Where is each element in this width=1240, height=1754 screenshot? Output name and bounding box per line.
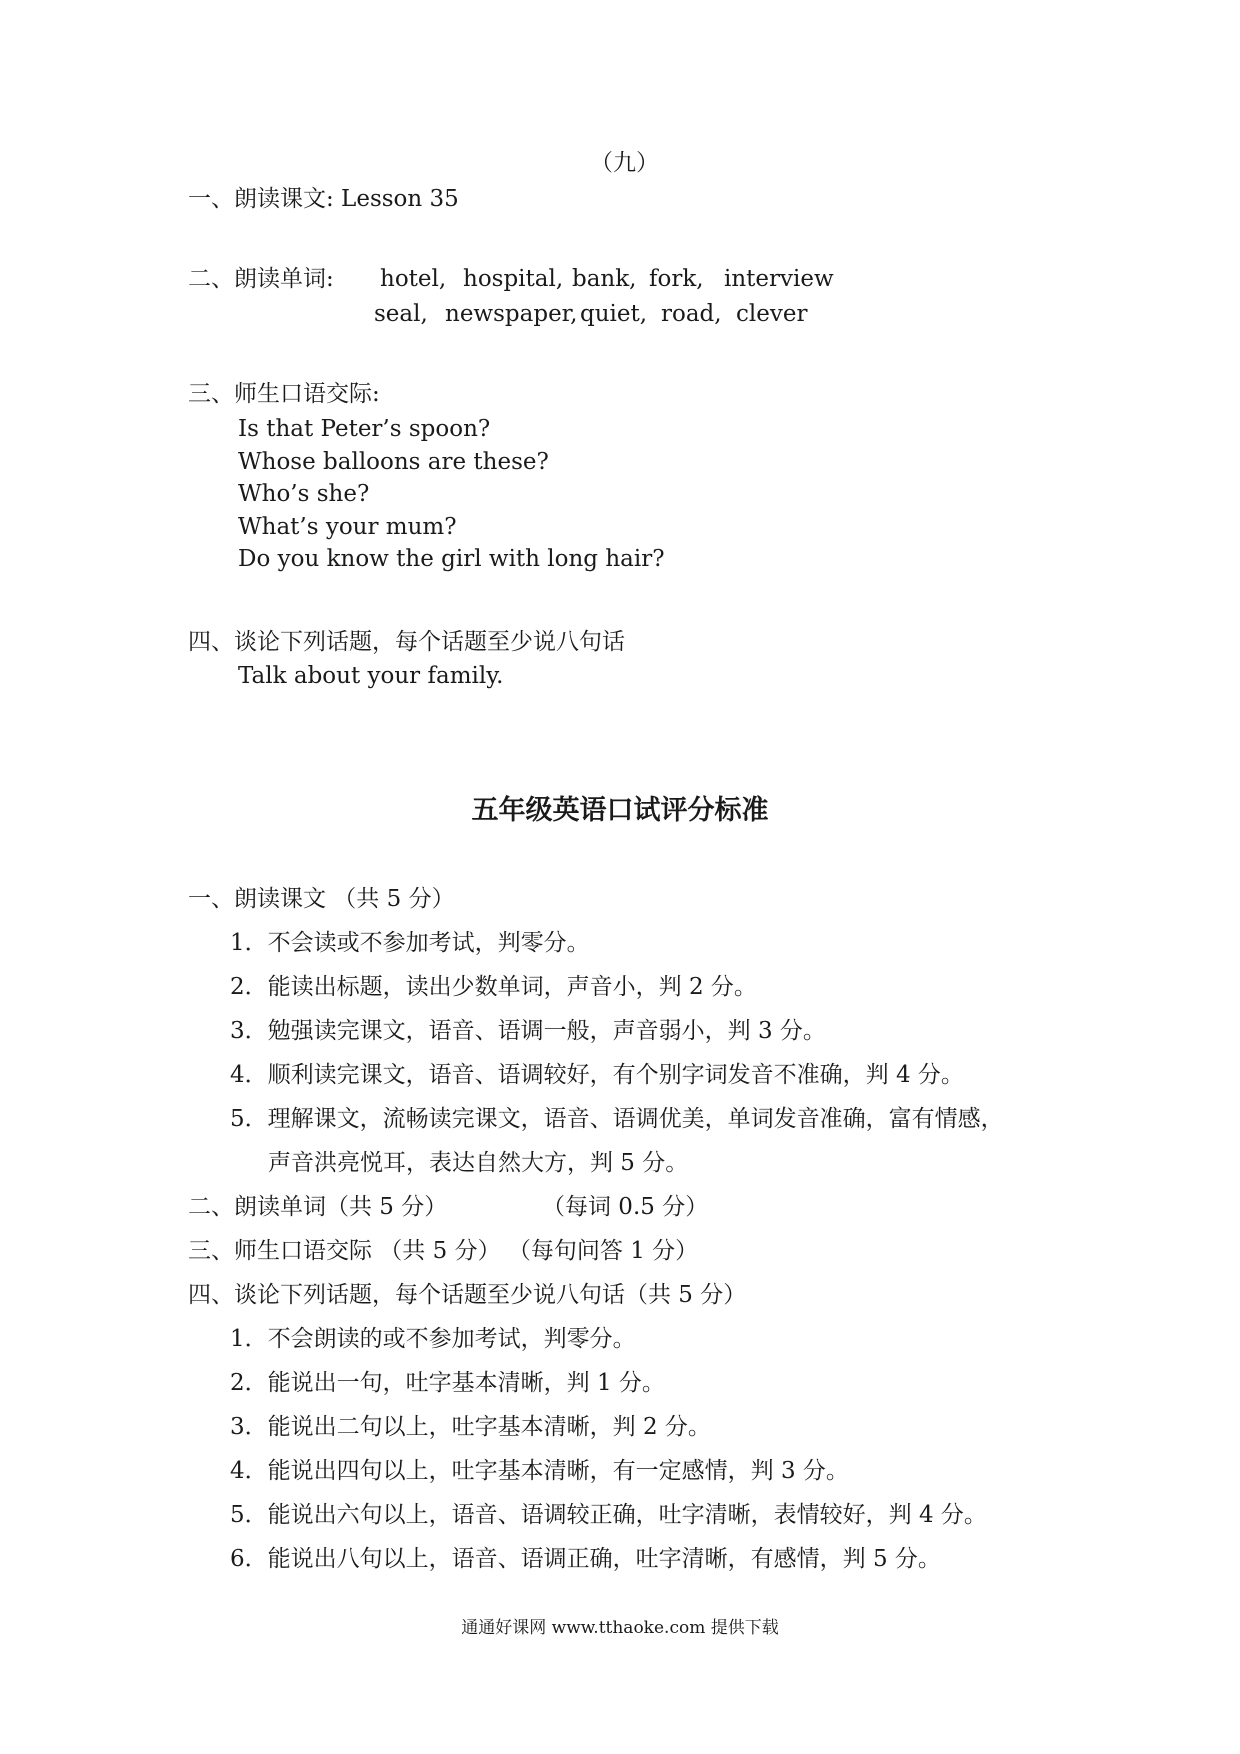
- criteria-item: 3．能说出二句以上，吐字基本清晰，判 2 分。: [230, 1414, 711, 1440]
- section-dialogue-label: 三、师生口语交际:: [188, 381, 380, 407]
- criteria-item: 1．不会朗读的或不参加考试，判零分。: [230, 1326, 636, 1352]
- word-item: clever: [736, 301, 808, 327]
- criteria-item: 3．勉强读完课文，语音、语调一般，声音弱小，判 3 分。: [230, 1018, 826, 1044]
- criteria-item: 5．理解课文，流畅读完课文，语音、语调优美，单词发音准确，富有情感，: [230, 1106, 1004, 1132]
- criteria-part1-heading: 一、朗读课文 （共 5 分）: [188, 886, 455, 912]
- word-item: quiet,: [580, 301, 648, 327]
- word-item: newspaper,: [445, 301, 578, 327]
- word-item: hotel,: [380, 266, 447, 292]
- section-read-lesson: 一、朗读课文: Lesson 35: [188, 186, 459, 212]
- dialogue-line: Who’s she?: [238, 481, 370, 507]
- criteria-part3-heading: 三、师生口语交际 （共 5 分） （每句问答 1 分）: [188, 1238, 699, 1264]
- word-item: bank,: [572, 266, 637, 292]
- dialogue-line: What’s your mum?: [238, 514, 457, 540]
- word-list-row-1: [0, 268, 1240, 294]
- section-read-words-label: 二、朗读单词:: [188, 266, 334, 292]
- dialogue-line: Is that Peter’s spoon?: [238, 416, 491, 442]
- footer-credit: 通通好课网 www.tthaoke.com 提供下载: [461, 1618, 779, 1638]
- word-item: hospital,: [463, 266, 564, 292]
- criteria-part2-note: （每词 0.5 分）: [542, 1194, 709, 1220]
- criteria-title: 五年级英语口试评分标准: [471, 795, 769, 826]
- word-item: interview: [724, 266, 834, 292]
- word-item: road,: [661, 301, 722, 327]
- criteria-item: 2．能说出一句，吐字基本清晰，判 1 分。: [230, 1370, 665, 1396]
- dialogue-line: Whose balloons are these?: [238, 449, 549, 475]
- criteria-part4-heading: 四、谈论下列话题，每个话题至少说八句话（共 5 分）: [188, 1282, 747, 1308]
- criteria-part2-heading: 二、朗读单词（共 5 分）: [188, 1194, 448, 1220]
- word-item: fork,: [649, 266, 704, 292]
- criteria-item: 5．能说出六句以上，语音、语调较正确，吐字清晰，表情较好，判 4 分。: [230, 1502, 987, 1528]
- section-topic-label: 四、谈论下列话题，每个话题至少说八句话: [188, 629, 625, 655]
- exam-number: （九）: [590, 150, 659, 176]
- topic-text: Talk about your family.: [238, 663, 504, 689]
- criteria-item: 2．能读出标题，读出少数单词，声音小，判 2 分。: [230, 974, 757, 1000]
- criteria-item: 1．不会读或不参加考试，判零分。: [230, 930, 590, 956]
- criteria-item: 6．能说出八句以上，语音、语调正确，吐字清晰，有感情，判 5 分。: [230, 1546, 941, 1572]
- criteria-item: 4．能说出四句以上，吐字基本清晰，有一定感情，判 3 分。: [230, 1458, 849, 1484]
- word-item: seal,: [374, 301, 428, 327]
- criteria-item: 4．顺利读完课文，语音、语调较好，有个别字词发音不准确，判 4 分。: [230, 1062, 964, 1088]
- word-list-row-2: [0, 303, 1240, 329]
- dialogue-line: Do you know the girl with long hair?: [238, 546, 665, 572]
- criteria-item-continuation: 声音洪亮悦耳，表达自然大方，判 5 分。: [268, 1150, 689, 1176]
